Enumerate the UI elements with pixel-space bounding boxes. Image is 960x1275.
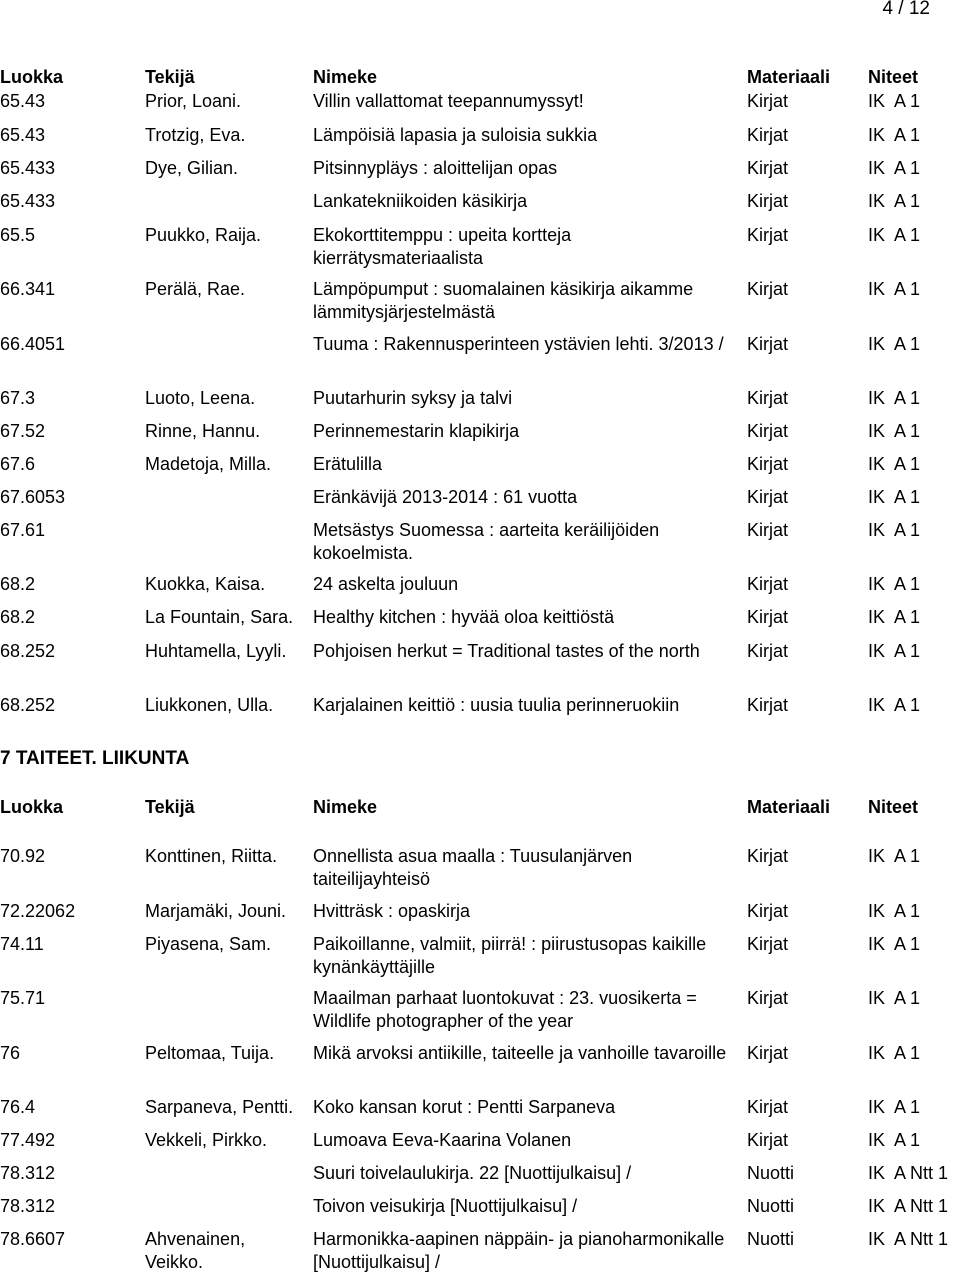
materiaali-cell: Kirjat bbox=[747, 641, 789, 661]
nimeke-cell: Lankatekniikoiden käsikirja bbox=[313, 191, 528, 211]
section-title: 7 TAITEET. LIIKUNTA bbox=[0, 748, 190, 769]
nimeke-cell: Healthy kitchen : hyvää oloa keittiöstä bbox=[313, 607, 615, 627]
materiaali-cell: Kirjat bbox=[747, 901, 789, 921]
luokka-cell: 66.341 bbox=[0, 279, 56, 299]
luokka-cell: 76.4 bbox=[0, 1097, 36, 1117]
materiaali-cell: Kirjat bbox=[747, 574, 789, 594]
luokka-cell: 77.492 bbox=[0, 1130, 56, 1150]
luokka-cell: 68.252 bbox=[0, 695, 56, 715]
materiaali-cell: Kirjat bbox=[747, 225, 789, 245]
nimeke-cell: Lumoava Eeva-Kaarina Volanen bbox=[313, 1130, 572, 1150]
tekija-cell: Vekkeli, Pirkko. bbox=[145, 1130, 268, 1150]
page-number: 4 / 12 bbox=[882, 0, 930, 19]
nimeke-cell: Puutarhurin syksy ja talvi bbox=[313, 388, 513, 408]
luokka-cell: 68.2 bbox=[0, 607, 36, 627]
niteet-cell: IK A 1 bbox=[868, 574, 921, 594]
luokka-cell: 65.43 bbox=[0, 125, 46, 145]
luokka-cell: 76 bbox=[0, 1043, 21, 1063]
luokka-cell: 65.43 bbox=[0, 91, 46, 111]
nimeke-cell: Hvitträsk : opaskirja bbox=[313, 901, 471, 921]
nimeke-cell: Onnellista asua maalla : Tuusulanjärven taiteilijayhteisö bbox=[313, 846, 633, 889]
nimeke-cell: Koko kansan korut : Pentti Sarpaneva bbox=[313, 1097, 616, 1117]
materiaali-cell: Nuotti bbox=[747, 1196, 795, 1216]
materiaali-cell: Kirjat bbox=[747, 421, 789, 441]
niteet-cell: IK A 1 bbox=[868, 125, 921, 145]
tekija-cell: Sarpaneva, Pentti. bbox=[145, 1097, 294, 1117]
nimeke-cell: Metsästys Suomessa : aarteita keräilijöiden kokoelmista. bbox=[313, 520, 660, 563]
niteet-cell: IK A 1 bbox=[868, 1043, 921, 1063]
nimeke-cell: Erätulilla bbox=[313, 454, 383, 474]
niteet-cell: IK A Ntt 1 bbox=[868, 1229, 949, 1249]
header-nimeke: Nimeke bbox=[313, 67, 378, 87]
niteet-cell: IK A 1 bbox=[868, 388, 921, 408]
header-tekija: Tekijä bbox=[145, 67, 195, 87]
niteet-cell: IK A Ntt 1 bbox=[868, 1196, 949, 1216]
niteet-cell: IK A 1 bbox=[868, 901, 921, 921]
header-nimeke: Nimeke bbox=[313, 797, 378, 817]
tekija-cell: La Fountain, Sara. bbox=[145, 607, 294, 627]
luokka-cell: 67.6053 bbox=[0, 487, 66, 507]
materiaali-cell: Kirjat bbox=[747, 1097, 789, 1117]
nimeke-cell: Perinnemestarin klapikirja bbox=[313, 421, 520, 441]
luokka-cell: 65.433 bbox=[0, 191, 56, 211]
nimeke-cell: Mikä arvoksi antiikille, taiteelle ja vanhoille tavaroille bbox=[313, 1043, 727, 1063]
materiaali-cell: Kirjat bbox=[747, 487, 789, 507]
header-materiaali: Materiaali bbox=[747, 797, 831, 817]
tekija-cell: Peltomaa, Tuija. bbox=[145, 1043, 275, 1063]
materiaali-cell: Kirjat bbox=[747, 191, 789, 211]
nimeke-cell: Villin vallattomat teepannumyssyt! bbox=[313, 91, 584, 111]
nimeke-cell: Paikoillanne, valmiit, piirrä! : piirustusopas kaikille kynänkäyttäjille bbox=[313, 934, 707, 977]
niteet-cell: IK A 1 bbox=[868, 1097, 921, 1117]
materiaali-cell: Kirjat bbox=[747, 91, 789, 111]
nimeke-cell: Lämpöpumput : suomalainen käsikirja aikamme lämmitysjärjestelmästä bbox=[313, 279, 694, 322]
luokka-cell: 67.6 bbox=[0, 454, 36, 474]
tekija-cell: Liukkonen, Ulla. bbox=[145, 695, 274, 715]
luokka-cell: 66.4051 bbox=[0, 334, 66, 354]
header-materiaali: Materiaali bbox=[747, 67, 831, 87]
materiaali-cell: Kirjat bbox=[747, 125, 789, 145]
tekija-cell: Huhtamella, Lyyli. bbox=[145, 641, 287, 661]
niteet-cell: IK A 1 bbox=[868, 487, 921, 507]
luokka-cell: 74.11 bbox=[0, 934, 44, 954]
niteet-cell: IK A 1 bbox=[868, 846, 921, 866]
materiaali-cell: Kirjat bbox=[747, 988, 789, 1008]
nimeke-cell: Harmonikka-aapinen näppäin- ja pianoharmonikalle [Nuottijulkaisu] / bbox=[313, 1229, 725, 1272]
materiaali-cell: Kirjat bbox=[747, 607, 789, 627]
nimeke-cell: Karjalainen keittiö : uusia tuulia perinneruokiin bbox=[313, 695, 680, 715]
materiaali-cell: Kirjat bbox=[747, 334, 789, 354]
nimeke-cell: 24 askelta jouluun bbox=[313, 574, 459, 594]
luokka-cell: 65.433 bbox=[0, 158, 56, 178]
tekija-cell: Marjamäki, Jouni. bbox=[145, 901, 287, 921]
header-niteet: Niteet bbox=[868, 797, 919, 817]
niteet-cell: IK A 1 bbox=[868, 421, 921, 441]
tekija-cell: Luoto, Leena. bbox=[145, 388, 256, 408]
nimeke-cell: Tuuma : Rakennusperinteen ystävien lehti. 3/2013 / bbox=[313, 334, 724, 354]
luokka-cell: 67.3 bbox=[0, 388, 36, 408]
niteet-cell: IK A 1 bbox=[868, 934, 921, 954]
nimeke-cell: Lämpöisiä lapasia ja suloisia sukkia bbox=[313, 125, 598, 145]
tekija-cell: Prior, Loani. bbox=[145, 91, 242, 111]
luokka-cell: 67.61 bbox=[0, 520, 46, 540]
niteet-cell: IK A 1 bbox=[868, 334, 921, 354]
niteet-cell: IK A 1 bbox=[868, 988, 921, 1008]
tekija-cell: Puukko, Raija. bbox=[145, 225, 262, 245]
materiaali-cell: Kirjat bbox=[747, 695, 789, 715]
materiaali-cell: Kirjat bbox=[747, 934, 789, 954]
materiaali-cell: Kirjat bbox=[747, 846, 789, 866]
header-luokka: Luokka bbox=[0, 67, 64, 87]
tekija-cell: Rinne, Hannu. bbox=[145, 421, 261, 441]
nimeke-cell: Eränkävijä 2013-2014 : 61 vuotta bbox=[313, 487, 578, 507]
niteet-cell: IK A 1 bbox=[868, 607, 921, 627]
tekija-cell: Perälä, Rae. bbox=[145, 279, 246, 299]
luokka-cell: 70.92 bbox=[0, 846, 46, 866]
niteet-cell: IK A 1 bbox=[868, 191, 921, 211]
nimeke-cell: Pohjoisen herkut = Traditional tastes of the north bbox=[313, 641, 700, 661]
materiaali-cell: Kirjat bbox=[747, 279, 789, 299]
materiaali-cell: Nuotti bbox=[747, 1163, 795, 1183]
luokka-cell: 78.312 bbox=[0, 1196, 56, 1216]
luokka-cell: 65.5 bbox=[0, 225, 36, 245]
luokka-cell: 78.6607 bbox=[0, 1229, 66, 1249]
niteet-cell: IK A 1 bbox=[868, 91, 921, 111]
niteet-cell: IK A 1 bbox=[868, 454, 921, 474]
header-luokka: Luokka bbox=[0, 797, 64, 817]
niteet-cell: IK A 1 bbox=[868, 158, 921, 178]
tekija-cell: Trotzig, Eva. bbox=[145, 125, 246, 145]
materiaali-cell: Kirjat bbox=[747, 158, 789, 178]
luokka-cell: 68.2 bbox=[0, 574, 36, 594]
luokka-cell: 72.22062 bbox=[0, 901, 76, 921]
luokka-cell: 67.52 bbox=[0, 421, 46, 441]
materiaali-cell: Kirjat bbox=[747, 388, 789, 408]
luokka-cell: 78.312 bbox=[0, 1163, 56, 1183]
niteet-cell: IK A 1 bbox=[868, 695, 921, 715]
tekija-cell: Dye, Gilian. bbox=[145, 158, 239, 178]
tekija-cell: Konttinen, Riitta. bbox=[145, 846, 278, 866]
header-niteet: Niteet bbox=[868, 67, 919, 87]
materiaali-cell: Kirjat bbox=[747, 1130, 789, 1150]
table-header bbox=[0, 66, 960, 90]
nimeke-cell: Toivon veisukirja [Nuottijulkaisu] / bbox=[313, 1196, 578, 1216]
tekija-cell: Ahvenainen, Veikko. bbox=[145, 1229, 246, 1272]
niteet-cell: IK A 1 bbox=[868, 520, 921, 540]
tekija-cell: Madetoja, Milla. bbox=[145, 454, 272, 474]
materiaali-cell: Nuotti bbox=[747, 1229, 795, 1249]
nimeke-cell: Ekokorttitemppu : upeita kortteja kierrätysmateriaalista bbox=[313, 225, 572, 268]
materiaali-cell: Kirjat bbox=[747, 1043, 789, 1063]
nimeke-cell: Maailman parhaat luontokuvat : 23. vuosikerta = Wildlife photographer of the year bbox=[313, 988, 697, 1031]
niteet-cell: IK A 1 bbox=[868, 1130, 921, 1150]
materiaali-cell: Kirjat bbox=[747, 454, 789, 474]
luokka-cell: 75.71 bbox=[0, 988, 46, 1008]
niteet-cell: IK A 1 bbox=[868, 279, 921, 299]
nimeke-cell: Suuri toivelaulukirja. 22 [Nuottijulkaisu] / bbox=[313, 1163, 632, 1183]
materiaali-cell: Kirjat bbox=[747, 520, 789, 540]
niteet-cell: IK A Ntt 1 bbox=[868, 1163, 949, 1183]
niteet-cell: IK A 1 bbox=[868, 641, 921, 661]
niteet-cell: IK A 1 bbox=[868, 225, 921, 245]
tekija-cell: Kuokka, Kaisa. bbox=[145, 574, 266, 594]
tekija-cell: Piyasena, Sam. bbox=[145, 934, 272, 954]
table-header bbox=[0, 796, 960, 820]
nimeke-cell: Pitsinnypläys : aloittelijan opas bbox=[313, 158, 558, 178]
luokka-cell: 68.252 bbox=[0, 641, 56, 661]
header-tekija: Tekijä bbox=[145, 797, 195, 817]
